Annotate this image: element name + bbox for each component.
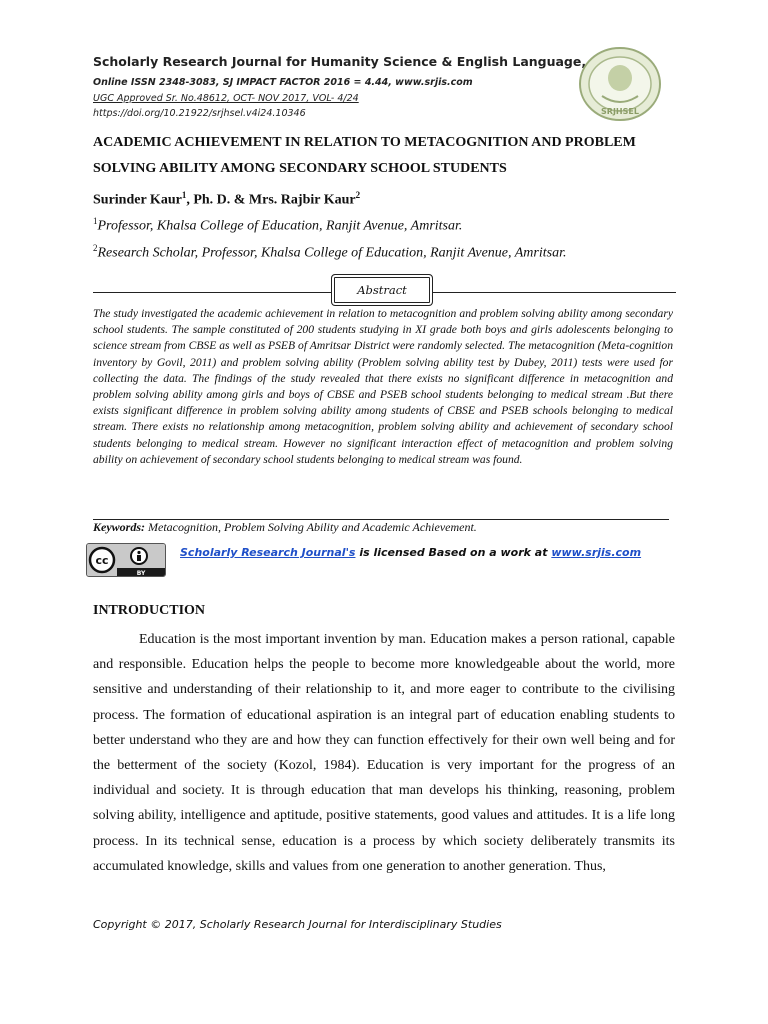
paper-title: ACADEMIC ACHIEVEMENT IN RELATION TO METACOGNITION AND PROBLEM SOLVING ABILITY AMONG SECONDARY SCHOOL STUDENTS [93,135,636,176]
author-line [93,190,360,209]
author-1-superscript: 1 [181,190,187,200]
author-1-name: Surinder Kaur [93,192,182,208]
author-2-superscript: 2 [355,190,361,200]
affiliation-2-text: Research Scholar, Professor, Khalsa College of Education, Ranjit Avenue, Amritsar. [97,245,567,261]
by-icon-text: BY [136,570,146,577]
introduction-text: Education is the most important invention by man. Education makes a person rational, capable and responsible. Education helps the people to become more knowledgeable about the world, more sensitive and understanding of their relationship to it, and more eager to contribute to the civilising process. The formation of educational aspiration is an integral part of education enabling students to better understand who they are and how they can function effectively for their own well being and for the betterment of the society (Kozol, 1984). Education is very important for the progress of an individual and society. It is through education that man develops his thinking, reasoning, problem solving ability, intelligence and aptitude, positive statements, good values and attitudes. It is a life long process. In its technical sense, education is a process by which society deliberately transmits its accumulated knowledge, skills and values from one generation to another generation. Thus, [93,632,675,874]
journal-license-link[interactable]: Scholarly Research Journal's [180,546,356,559]
author-2-name: , Ph. D. & Mrs. Rajbir Kaur [186,192,356,208]
introduction-paragraph [93,627,675,879]
license-middle-text: is licensed Based on a work at [355,546,552,559]
keywords-line [93,520,683,535]
abstract-rule-left [93,292,331,293]
cc-by-license-badge[interactable] [86,543,166,577]
affiliation-1 [93,216,462,235]
section-heading-introduction: INTRODUCTION [93,603,206,618]
ugc-line: UGC Approved Sr. No.48612, OCT- NOV 2017, VOL- 4/24 [93,93,359,104]
journal-title: Scholarly Research Journal for Humanity Science & English Language, [93,54,587,69]
journal-seal-logo [572,44,668,128]
doi-link[interactable]: https://doi.org/10.21922/srjhsel.v4i24.10346 [93,108,306,119]
cc-icon-text: cc [95,554,109,567]
abstract-label: Abstract [331,274,433,306]
issn-line: Online ISSN 2348-3083, SJ IMPACT FACTOR 2016 = 4.44, www.srjis.com [93,77,473,88]
copyright-footer: Copyright © 2017, Scholarly Research Journal for Interdisciplinary Studies [93,918,502,931]
license-line [180,546,641,559]
affiliation-1-text: Professor, Khalsa College of Education, Ranjit Avenue, Amritsar. [97,218,463,234]
affiliation-2 [93,243,566,262]
keywords-label: Keywords: [93,520,145,534]
keywords-values: Metacognition, Problem Solving Ability and Academic Achievement. [145,520,477,534]
srjis-website-link[interactable]: www.srjis.com [551,546,642,559]
abstract-rule-right [433,292,676,293]
affiliation-1-superscript: 1 [93,216,98,226]
abstract-text: The study investigated the academic achievement in relation to metacognition and problem solving ability among secondary school students. The sample constituted of 200 students studying in XI grade both boys and girls adolescents belonging to science stream from CBSE as well as PSEB of Amritsar District were randomly selected. The metacognition (Meta-cognition inventory by Govil, 2011) and problem solving ability (Problem solving ability test by Dubey, 2011) tests were used for collecting the data. The findings of the study revealed that there exists no significant difference in metacognition and problem solving ability among girls and boys of CBSE and PSEB school students belonging to medical stream .But there exists significant difference in problem solving ability among students of CBSE and PSEB schools belonging to medical stream. There exists no relationship among metacognition, problem solving ability and achievement of secondary school students belonging to medical stream. However no significant interaction effect of metacognition and problem solving ability on achievement of secondary school students belonging to medical stream was found. [93,307,673,466]
seal-text: SRJHSEL [601,107,639,116]
affiliation-2-superscript: 2 [93,243,98,253]
